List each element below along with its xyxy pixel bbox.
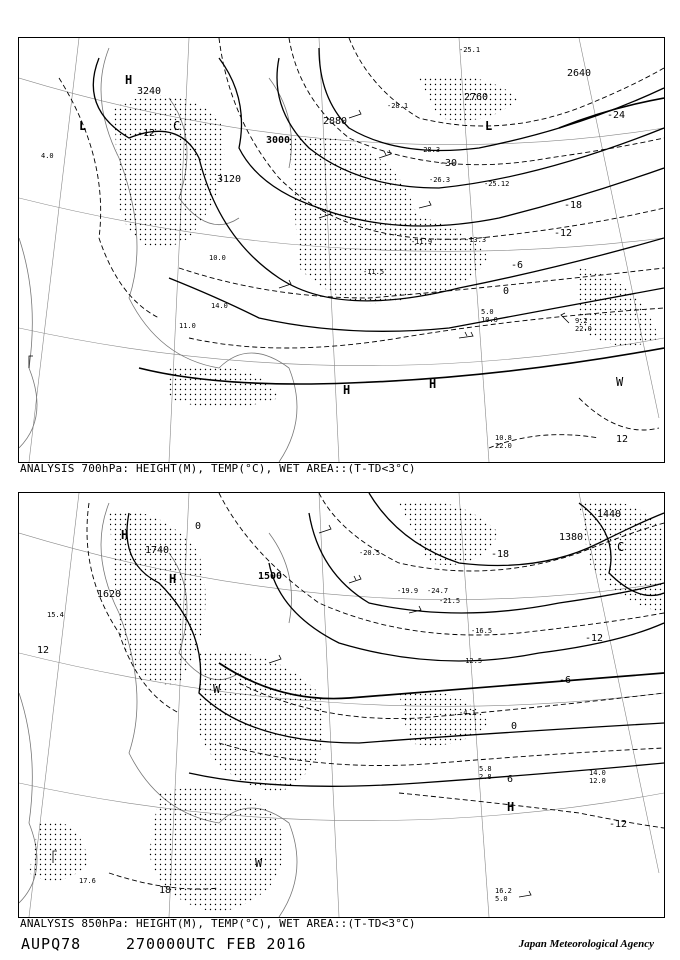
station-value: -4.1 (459, 709, 476, 717)
station-value: 14.0 (211, 302, 228, 310)
height-label: 1500 (258, 571, 283, 582)
station-value: -16.5 (471, 627, 493, 635)
station-value: -28.3 (419, 146, 441, 154)
station-value: -20.5 (359, 549, 381, 557)
height-label: 1740 (145, 545, 170, 556)
height-label: 1440 (597, 509, 622, 520)
temp-label: -12 (554, 228, 573, 239)
height-label: 3120 (217, 174, 242, 185)
station-value: 15.4 (47, 611, 64, 619)
height-label: 3240 (137, 86, 162, 97)
station-value: -28.1 (387, 102, 409, 110)
map-700hpa (19, 38, 664, 462)
temp-label: 0 (195, 521, 202, 532)
station-value: 11.0 (179, 322, 196, 330)
station-value: 12.0 (589, 777, 606, 785)
station-value: -13.3 (465, 236, 487, 244)
cold-center: C (173, 119, 181, 133)
height-label: 2640 (567, 68, 592, 79)
station-value: 5.8 (479, 765, 492, 773)
high-center: H (121, 528, 129, 542)
caption-850hpa: ANALYSIS 850hPa: HEIGHT(M), TEMP(°C), WET AREA::(T-TD<3°C) (20, 917, 416, 930)
station-value: 10.0 (481, 316, 498, 324)
station-value: 10.8 (495, 434, 512, 442)
station-value: -25.1 (459, 46, 481, 54)
temp-label: 0 (503, 286, 510, 297)
warm-center: W (616, 375, 624, 389)
high-center: H (169, 572, 177, 586)
station-value: -19.9 (397, 587, 419, 595)
station-value: 10.0 (209, 254, 226, 262)
high-center: H (429, 377, 437, 391)
height-label: 2880 (323, 116, 348, 127)
temp-label: -30 (439, 158, 458, 169)
height-label: 2760 (464, 92, 489, 103)
height-label: 1380 (559, 532, 584, 543)
temp-label: 12 (37, 645, 50, 656)
station-value: 4.0 (41, 152, 54, 160)
temp-label: -6 (559, 675, 572, 686)
temp-label: 18 (159, 885, 172, 896)
temp-label: -24 (607, 110, 626, 121)
station-value: -25.12 (484, 180, 510, 188)
chart-850hpa (18, 492, 665, 918)
warm-center: W (255, 856, 263, 870)
low-center: L (79, 119, 87, 133)
agency-name: Japan Meteorological Agency (518, 938, 654, 950)
height-label: 3000 (266, 135, 291, 146)
temp-label: 6 (507, 774, 514, 785)
station-value: -11.9 (411, 238, 433, 246)
bulletin-code: AUPQ78 (21, 935, 82, 953)
station-value: 14.0 (589, 769, 606, 777)
cold-center: C (617, 540, 625, 554)
station-value: 22.0 (575, 325, 592, 333)
high-center: H (507, 800, 515, 814)
station-value: -21.5 (439, 597, 461, 605)
station-value: -12.5 (461, 657, 483, 665)
wet-areas (114, 76, 659, 409)
station-value: 16.2 (495, 887, 512, 895)
station-value: 5.0 (481, 308, 494, 316)
station-value: 22.0 (495, 442, 512, 450)
chart-700hpa (18, 37, 665, 463)
high-center: H (125, 73, 133, 87)
valid-time: 270000UTC FEB 2016 (126, 935, 307, 953)
station-value: 9.2 (575, 317, 588, 325)
station-value: -24.7 (427, 587, 449, 595)
high-center: H (343, 383, 351, 397)
warm-center: W (213, 682, 221, 696)
station-value: 17.6 (79, 877, 96, 885)
station-value: -26.3 (429, 176, 451, 184)
low-center: L (485, 119, 493, 133)
temp-label: -18 (491, 549, 510, 560)
height-label: 1620 (97, 589, 122, 600)
temp-label: 12 (616, 434, 629, 445)
temp-label: -6 (511, 260, 524, 271)
temp-label: -12 (609, 819, 628, 830)
map-850hpa (19, 493, 664, 917)
station-value: 5.0 (495, 895, 508, 903)
wet-areas (29, 501, 664, 913)
temp-label: -12 (137, 128, 156, 139)
temp-label: -18 (564, 200, 583, 211)
station-value: 2.8 (479, 773, 492, 781)
caption-700hpa: ANALYSIS 700hPa: HEIGHT(M), TEMP(°C), WET AREA::(T-TD<3°C) (20, 462, 416, 475)
temp-label: 0 (511, 721, 518, 732)
station-value: -11.5 (363, 268, 385, 276)
temp-label: -12 (585, 633, 604, 644)
